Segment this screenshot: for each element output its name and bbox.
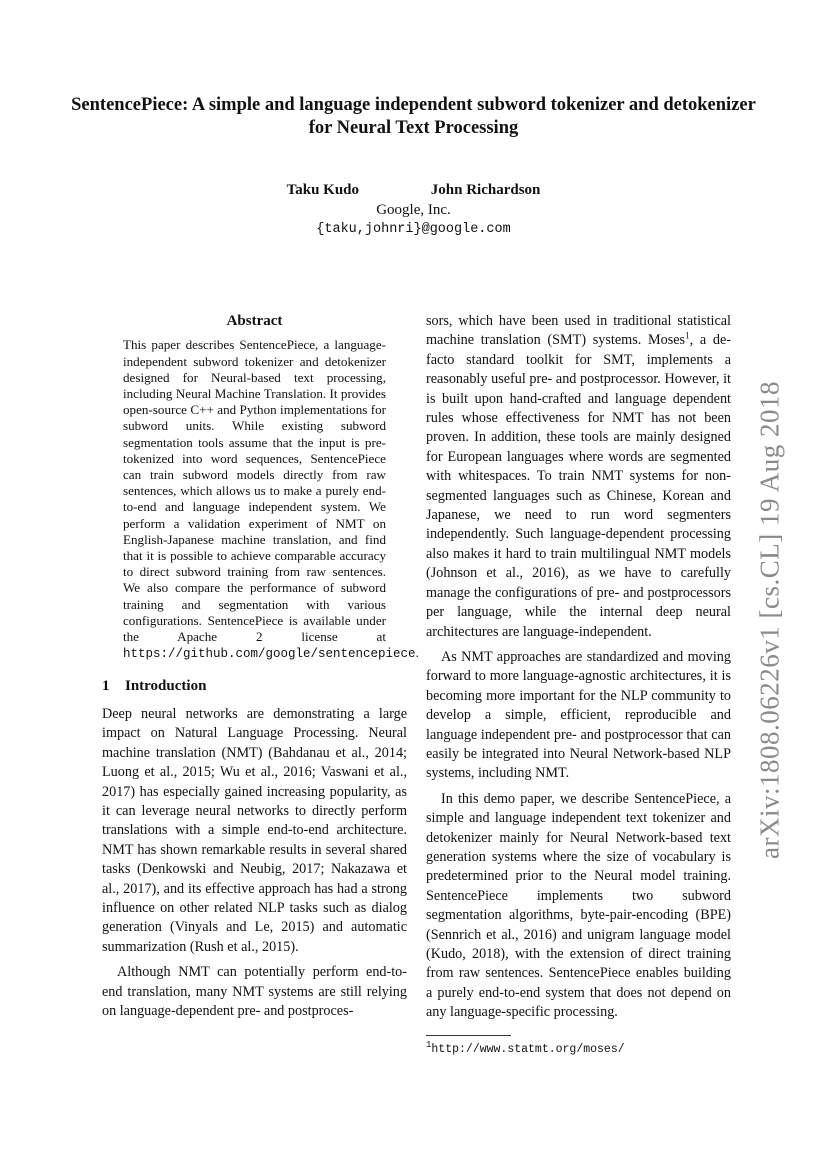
right-paragraph-2: As NMT approaches are standardized and moving forward to more language-agnostic architectures, it is becoming more important for the NLP community to develop a simple, efficient, reproducible and language independent pre- and postprocessor that can easily be integrated into Neural Network-based NLP systems, including NMT. (426, 648, 731, 782)
abstract-heading: Abstract (226, 313, 283, 329)
left-column (102, 312, 419, 1027)
footnote-marker[interactable]: 1 (685, 330, 690, 341)
footnote-number: 1 (426, 1039, 432, 1050)
section-title: Introduction (125, 678, 207, 695)
intro-paragraph-1: Deep neural networks are demonstrating a large impact on Natural Language Processing. Neural machine translation (NMT) (Bahdanau et al., 2014; Luong et al., 2015; Wu et al., 2016; Vaswani et al., 2017) has especially gained increasing popularity, as it can leverage neural networks to directly perform translations with a simple end-to-end architecture. NMT has shown remarkable results in several shared tasks (Denkowski and Neubig, 2017; Nakazawa et al., 2017), and its effective approach has had a strong influence on other related NLP tasks such as dialog generation (Vinyals and Le, 2015) and automatic summarization (Rush et al., 2015). (102, 705, 407, 955)
abstract-text (123, 337, 419, 662)
paper-title: SentencePiece: A simple and language independent subword tokenizer and detokenizer for Neural Text Processing (71, 95, 756, 138)
arxiv-stamp-text: arXiv:1808.06226v1 [cs.CL] 19 Aug 2018 (754, 381, 785, 859)
footnote-url-link[interactable]: http://www.statmt.org/moses/ (431, 1042, 625, 1056)
author-affiliation: Google, Inc. (376, 202, 451, 218)
author-name-2: John Richardson (430, 182, 541, 198)
author-email: {taku,johnri}@google.com (316, 222, 511, 237)
abstract-end: . (415, 645, 419, 661)
right-column (426, 312, 731, 1059)
right-paragraph-1-rest: , a de-facto standard toolkit for SMT, implements a reasonably useful pre- and postprocessor. However, it is built upon hand-crafted and language dependent rules whose effectiveness for NMT has not been proven. In addition, these tools are mainly designed for European languages where words are segmented with whitespaces. To train NMT systems for non-segmented languages such as Chinese, Korean and Japanese, we need to run word segmenters independently. Such language-dependent processing also makes it hard to train multilingual NMT models (Johnson et al., 2016), as we have to carefully manage the configurations of pre- and postprocessors per language, while the internal deep neural architectures are language-independent. (426, 332, 732, 640)
right-paragraph-1 (426, 312, 731, 642)
intro-paragraph-2: Although NMT can potentially perform end-to-end translation, many NMT systems are still relying on language-dependent pre- and postproces- (102, 964, 407, 1019)
author-block (60, 180, 767, 240)
abstract-body: This paper describes SentencePiece, a language-independent subword tokenizer and detokenizer designed for Neural-based text processing, including Neural Machine Translation. It provides open-source C++ and Python implementations for subword units. While existing subword segmentation tools assume that the input is pre-tokenized into word sequences, SentencePiece can train subword models directly from raw sentences, which allows us to make a purely end-to-end and language independent system. We perform a validation experiment of NMT on English-Japanese machine translation, and find that it is possible to achieve comparable accuracy to direct subword training from raw sentences. We also compare the performance of subword training and segmentation with various configurations. SentencePiece is available under the Apache 2 license at (123, 337, 386, 645)
author-name-1: Taku Kudo (286, 182, 360, 198)
footnote-divider (426, 1035, 511, 1036)
section-heading-introduction (102, 677, 407, 696)
section-number: 1 (102, 678, 110, 695)
abstract-url-link[interactable]: https://github.com/google/sentencepiece (123, 647, 416, 662)
author-names (60, 180, 767, 200)
footnote (426, 1040, 731, 1059)
right-paragraph-1-start: sors, which have been used in traditional statistical machine translation (SMT) systems. Moses (426, 313, 731, 349)
right-paragraph-3: In this demo paper, we describe SentencePiece, a simple and language independent text tokenizer and detokenizer mainly for Neural Network-based text generation systems where the size of vocabulary is predetermined prior to the Neural model training. SentencePiece implements two subword segmentation algorithms, byte-pair-encoding (BPE) (Sennrich et al., 2016) and unigram language model (Kudo, 2018), with the extension of direct training from raw sentences. SentencePiece enables building a purely end-to-end system that does not depend on any language-specific processing. (426, 790, 731, 1021)
